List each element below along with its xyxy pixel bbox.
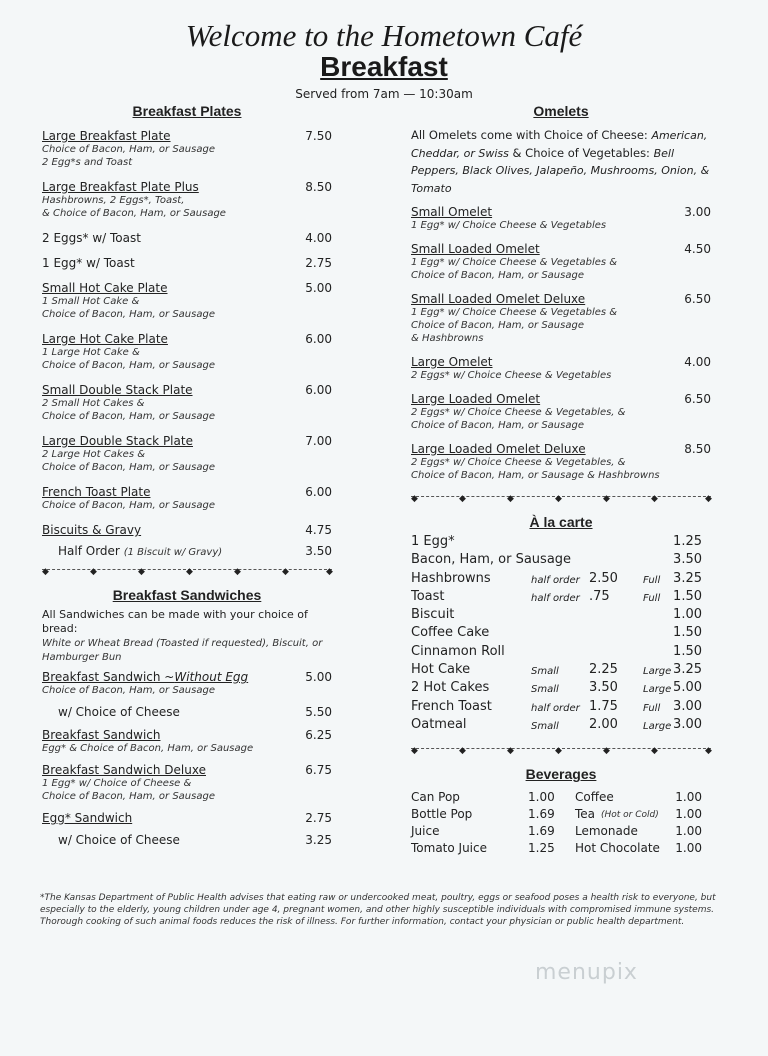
beverage-price: 1.00 xyxy=(675,807,702,822)
alacarte-list xyxy=(411,535,711,736)
omelet-item xyxy=(411,242,711,282)
omelet-desc: 1 Egg* w/ Choice Cheese & Vegetables & xyxy=(411,307,618,318)
alacarte-item xyxy=(411,645,711,663)
plate-name: Small Double Stack Plate xyxy=(42,383,193,397)
divider: ◆ ◆ ◆ ◆ ◆ ◆ ◆ xyxy=(411,746,712,757)
alacarte-item xyxy=(411,553,711,571)
alacarte-size-b: Large xyxy=(643,666,672,678)
omelet-desc: 2 Eggs* w/ Choice Cheese & Vegetables, & xyxy=(411,457,626,468)
alacarte-name: Toast xyxy=(411,588,445,604)
beverage-price: 1.00 xyxy=(528,790,555,805)
alacarte-name: Oatmeal xyxy=(411,716,467,732)
sandwich-price: 2.75 xyxy=(305,811,332,825)
omelet-name: Large Omelet xyxy=(411,355,493,369)
alacarte-size-a: half order xyxy=(531,592,580,604)
beverage-price: 1.00 xyxy=(675,824,702,839)
alacarte-price: 1.50 xyxy=(673,643,702,659)
plate-price: 6.00 xyxy=(305,383,332,397)
beverage-price: 1.69 xyxy=(528,824,555,839)
sandwich-desc: Choice of Bacon, Ham, or Sausage xyxy=(42,685,215,696)
plate-price: 4.75 xyxy=(305,523,332,537)
alacarte-item xyxy=(411,590,711,608)
plate-item xyxy=(42,485,332,512)
sandwich-name-text: Egg* Sandwich xyxy=(42,811,133,825)
beverages-heading: Beverages xyxy=(525,766,597,783)
served-hours: Served from 7am — 10:30am xyxy=(295,87,473,101)
sandwich-name-text: Breakfast Sandwich ~ xyxy=(42,670,175,684)
alacarte-name: French Toast xyxy=(411,698,492,714)
alacarte-name: Bacon, Ham, or Sausage xyxy=(411,552,572,568)
section-title: Breakfast xyxy=(320,51,448,82)
beverage-row xyxy=(411,824,711,841)
omelet-price: 4.50 xyxy=(684,242,711,256)
plate-desc: 1 Large Hot Cake & xyxy=(42,347,140,358)
alacarte-price-a: .75 xyxy=(589,588,610,604)
beverage-name: Tea xyxy=(575,807,596,822)
plate-item xyxy=(42,180,332,220)
beverage-name: Hot Chocolate xyxy=(575,841,660,856)
plate-name: Large Breakfast Plate xyxy=(42,129,171,143)
plate-desc: Choice of Bacon, Ham, or Sausage xyxy=(42,144,215,155)
omelet-desc: Choice of Bacon, Ham, or Sausage xyxy=(411,270,584,281)
alacarte-price: 3.25 xyxy=(673,570,702,586)
alacarte-size-b: Full xyxy=(643,702,661,714)
plate-name: Large Hot Cake Plate xyxy=(42,332,168,346)
beverage-name: Juice xyxy=(411,824,440,839)
beverage-price: 1.00 xyxy=(675,790,702,805)
beverage-price: 1.69 xyxy=(528,807,555,822)
sandwich-price: 5.50 xyxy=(305,705,332,719)
alacarte-price: 3.00 xyxy=(673,716,702,732)
alacarte-size-a: half order xyxy=(531,574,580,586)
plate-item xyxy=(42,231,332,245)
plate-price: 7.00 xyxy=(305,434,332,448)
left-column xyxy=(42,104,332,856)
sandwiches-intro: All Sandwiches can be made with your choice of bread: White or Wheat Bread (Toasted if requested), Biscuit, or Hamburger Bun xyxy=(42,608,323,663)
beverage-row xyxy=(411,841,711,858)
omelets-intro: All Omelets come with Choice of Cheese: American, Cheddar, or Swiss & Choice of Vegetables: Bell Peppers, Black Olives, Jalapeño, Mushrooms, Onion, & Tomato xyxy=(411,128,710,195)
sandwich-option: w/ Choice of Cheese xyxy=(58,705,180,719)
sandwich-name-extra: Without Egg xyxy=(174,670,249,684)
plate-item xyxy=(42,332,332,372)
alacarte-name: Hashbrowns xyxy=(411,570,491,586)
sandwich-option: w/ Choice of Cheese xyxy=(58,833,180,847)
omelet-name: Large Loaded Omelet Deluxe xyxy=(411,442,586,456)
sandwich-name xyxy=(42,728,332,742)
alacarte-item xyxy=(411,535,711,553)
omelet-name: Small Loaded Omelet xyxy=(411,242,540,256)
alacarte-price-a: 1.75 xyxy=(589,698,618,714)
omelet-price: 4.00 xyxy=(684,355,711,369)
alacarte-price: 5.00 xyxy=(673,680,702,696)
omelet-desc: & Hashbrowns xyxy=(411,333,484,344)
omelet-item xyxy=(411,205,711,232)
plate-name: 1 Egg* w/ Toast xyxy=(42,256,135,270)
plate-name: Small Hot Cake Plate xyxy=(42,281,168,295)
omelet-list xyxy=(411,205,711,482)
half-order-price: 3.50 xyxy=(305,544,332,558)
omelet-name: Small Loaded Omelet Deluxe xyxy=(411,292,586,306)
sandwich-item xyxy=(42,833,332,847)
plate-item xyxy=(42,434,332,474)
divider: ◆ ◆ ◆ ◆ ◆ ◆ ◆ xyxy=(411,494,712,504)
half-order-label: Half Order xyxy=(58,544,120,558)
alacarte-name: Cinnamon Roll xyxy=(411,643,505,659)
plate-item xyxy=(42,129,332,169)
sandwich-price: 5.00 xyxy=(305,670,332,684)
beverage-name: Can Pop xyxy=(411,790,460,805)
plate-name: Biscuits & Gravy xyxy=(42,523,142,537)
alacarte-size-a: half order xyxy=(531,702,580,714)
alacarte-price: 1.00 xyxy=(673,607,702,623)
sandwich-desc: Choice of Bacon, Ham, or Sausage xyxy=(42,791,215,802)
beverages-list xyxy=(411,790,711,858)
sandwich-desc: Egg* & Choice of Bacon, Ham, or Sausage xyxy=(42,743,254,754)
plate-desc: Choice of Bacon, Ham, or Sausage xyxy=(42,500,215,511)
sandwich-list xyxy=(42,670,332,847)
beverage-name: Coffee xyxy=(575,790,614,805)
omelet-price: 6.50 xyxy=(684,392,711,406)
sandwich-price: 6.75 xyxy=(305,763,332,777)
plate-price: 7.50 xyxy=(305,129,332,143)
plate-price: 4.00 xyxy=(305,231,332,245)
plates-heading: Breakfast Plates xyxy=(132,103,242,119)
half-order-note: (1 Biscuit w/ Gravy) xyxy=(123,547,223,558)
omelet-item xyxy=(411,355,711,382)
plate-desc: & Choice of Bacon, Ham, or Sausage xyxy=(42,208,226,219)
alacarte-item xyxy=(411,700,711,718)
sandwich-desc: 1 Egg* w/ Choice of Cheese & xyxy=(42,778,192,789)
plate-item xyxy=(42,523,332,537)
omelet-price: 3.00 xyxy=(684,205,711,219)
omelet-item xyxy=(411,292,711,345)
alacarte-size-a: Small xyxy=(531,720,559,732)
alacarte-size-a: Small xyxy=(531,684,559,696)
plate-desc: Choice of Bacon, Ham, or Sausage xyxy=(42,360,215,371)
omelet-price: 8.50 xyxy=(684,442,711,456)
divider: ◆ ◆ ◆ ◆ ◆ ◆ ◆ xyxy=(42,567,333,577)
plate-price: 2.75 xyxy=(305,256,332,270)
sandwiches-heading: Breakfast Sandwiches xyxy=(112,587,262,603)
sandwich-item xyxy=(42,811,332,825)
alacarte-size-b: Full xyxy=(643,592,661,604)
alacarte-price: 1.50 xyxy=(673,588,702,604)
omelet-desc: 1 Egg* w/ Choice Cheese & Vegetables & xyxy=(411,257,618,268)
alacarte-item xyxy=(411,663,711,681)
health-disclaimer: *The Kansas Department of Public Health advises that eating raw or undercooked meat, poultry, eggs or seafood poses a health risk to everyone, but especially to the elderly, young children under age 4, pregnant women, and other highly susceptible individuals with compromised immune systems. Thorough cooking of such animal foods reduces the risk of illness. For further information, contact your physician or public health department. xyxy=(40,893,716,927)
omelets-heading: Omelets xyxy=(533,103,589,119)
page-title: Welcome to the Hometown Café xyxy=(185,18,583,53)
plate-desc: Choice of Bacon, Ham, or Sausage xyxy=(42,462,215,473)
alacarte-price-a: 2.50 xyxy=(589,570,618,586)
sandwich-name-text: Breakfast Sandwich xyxy=(42,728,161,742)
alacarte-name: Hot Cake xyxy=(411,662,471,678)
beverage-name: Bottle Pop xyxy=(411,807,473,822)
sandwich-item xyxy=(42,728,332,755)
sandwich-price: 6.25 xyxy=(305,728,332,742)
alacarte-size-b: Large xyxy=(643,720,672,732)
omelet-name: Large Loaded Omelet xyxy=(411,392,541,406)
alacarte-price: 3.25 xyxy=(673,662,702,678)
plates-list xyxy=(42,129,332,537)
sandwich-item xyxy=(42,705,332,719)
plate-name: Large Breakfast Plate Plus xyxy=(42,180,199,194)
plate-item xyxy=(42,256,332,270)
alacarte-item xyxy=(411,608,711,626)
beverage-price: 1.25 xyxy=(528,841,555,856)
plate-desc: 2 Small Hot Cakes & xyxy=(42,398,145,409)
half-order-row xyxy=(42,544,332,559)
beverage-price: 1.00 xyxy=(675,841,702,856)
alacarte-name: Coffee Cake xyxy=(411,625,490,641)
alacarte-item xyxy=(411,626,711,644)
sandwich-name xyxy=(42,763,332,777)
plate-desc: Hashbrowns, 2 Eggs*, Toast, xyxy=(42,195,185,206)
omelet-price: 6.50 xyxy=(684,292,711,306)
beverage-note: (Hot or Cold) xyxy=(601,810,659,821)
alacarte-price-a: 2.25 xyxy=(589,662,618,678)
plate-desc: 2 Egg*s and Toast xyxy=(42,157,133,168)
alacarte-price: 3.00 xyxy=(673,698,702,714)
plate-price: 6.00 xyxy=(305,485,332,499)
beverage-row xyxy=(411,807,711,824)
plate-name: French Toast Plate xyxy=(42,485,151,499)
plate-desc: 1 Small Hot Cake & xyxy=(42,296,140,307)
omelet-name: Small Omelet xyxy=(411,205,493,219)
omelet-item xyxy=(411,442,711,482)
alacarte-item xyxy=(411,572,711,590)
omelet-desc: 2 Eggs* w/ Choice Cheese & Vegetables xyxy=(411,370,612,381)
plate-desc: Choice of Bacon, Ham, or Sausage xyxy=(42,309,215,320)
sandwich-item xyxy=(42,670,332,697)
plate-price: 8.50 xyxy=(305,180,332,194)
alacarte-price: 3.50 xyxy=(673,552,702,568)
sandwich-name xyxy=(42,670,332,684)
plate-name: 2 Eggs* w/ Toast xyxy=(42,231,141,245)
alacarte-price: 1.25 xyxy=(673,534,702,549)
sandwich-name xyxy=(42,811,332,825)
alacarte-size-a: Small xyxy=(531,666,559,678)
plate-name: Large Double Stack Plate xyxy=(42,434,193,448)
alacarte-price-a: 2.00 xyxy=(589,716,618,732)
beverage-name: Tomato Juice xyxy=(411,841,487,856)
alacarte-heading: À la carte xyxy=(529,514,593,530)
beverage-name: Lemonade xyxy=(575,824,638,839)
plate-desc: Choice of Bacon, Ham, or Sausage xyxy=(42,411,215,422)
plate-price: 5.00 xyxy=(305,281,332,295)
plate-price: 6.00 xyxy=(305,332,332,346)
alacarte-item xyxy=(411,681,711,699)
alacarte-name: 1 Egg* xyxy=(411,534,455,549)
omelet-desc: 2 Eggs* w/ Choice Cheese & Vegetables, & xyxy=(411,407,626,418)
alacarte-name: 2 Hot Cakes xyxy=(411,680,490,696)
sandwich-name-text: Breakfast Sandwich Deluxe xyxy=(42,763,206,777)
alacarte-item xyxy=(411,718,711,736)
alacarte-price-a: 3.50 xyxy=(589,680,618,696)
alacarte-size-b: Large xyxy=(643,684,672,696)
sandwich-item xyxy=(42,763,332,803)
beverage-row xyxy=(411,790,711,807)
watermark: menupix xyxy=(535,960,638,985)
alacarte-name: Biscuit xyxy=(411,607,455,623)
sandwich-price: 3.25 xyxy=(305,833,332,847)
plate-desc: 2 Large Hot Cakes & xyxy=(42,449,146,460)
right-column xyxy=(411,104,711,858)
omelet-desc: Choice of Bacon, Ham, or Sausage xyxy=(411,420,584,431)
omelet-desc: 1 Egg* w/ Choice Cheese & Vegetables xyxy=(411,220,607,231)
alacarte-size-b: Full xyxy=(643,574,661,586)
plate-item xyxy=(42,383,332,423)
alacarte-price: 1.50 xyxy=(673,625,702,641)
omelet-desc: Choice of Bacon, Ham, or Sausage xyxy=(411,320,584,331)
plate-item xyxy=(42,281,332,321)
omelet-item xyxy=(411,392,711,432)
omelet-desc: Choice of Bacon, Ham, or Sausage & Hashbrowns xyxy=(411,470,660,481)
